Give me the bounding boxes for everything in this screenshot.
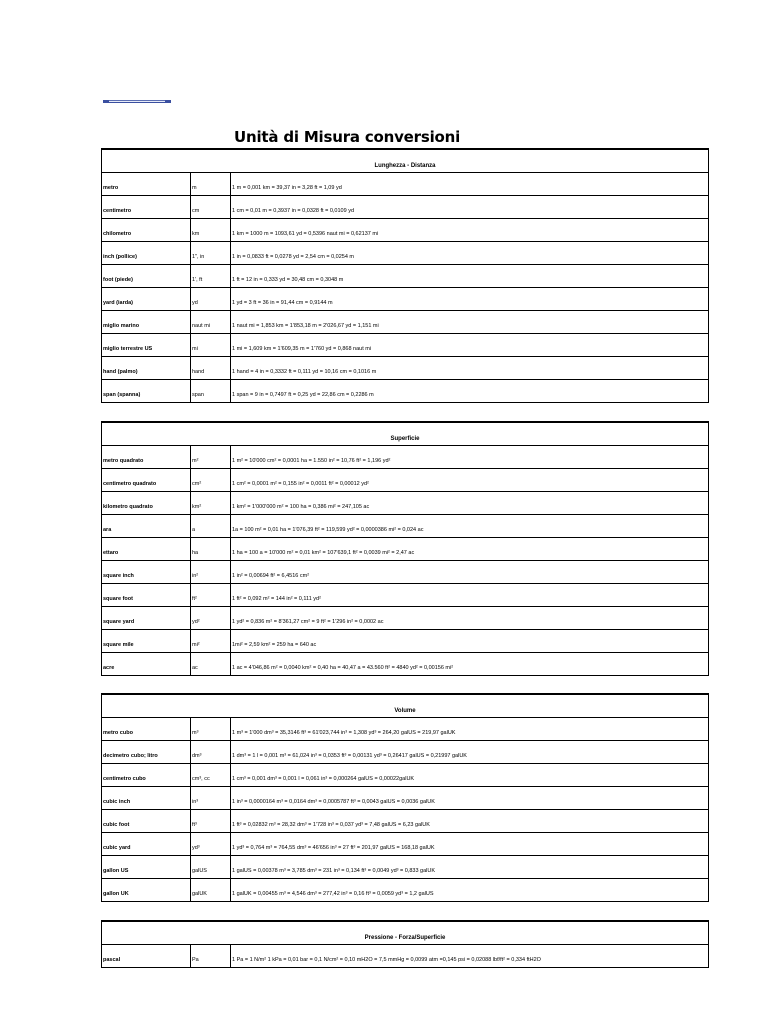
unit-conversion: 1mi² = 2,59 km² = 259 ha = 640 ac	[232, 642, 317, 648]
table-heading-label: Pressione - Forza/Superficie	[364, 935, 446, 941]
unit-conversion: 1 m² = 10'000 cm² = 0,0001 ha = 1.550 in² = 10,76 ft² = 1,196 yd²	[232, 458, 391, 464]
unit-symbol: cm³, cc	[191, 764, 231, 786]
unit-conversion: 1 cm = 0,01 m = 0,3937 in = 0,0328 ft = 0,0109 yd	[232, 208, 355, 214]
unit-symbol: dm³	[191, 741, 231, 763]
table-row	[102, 492, 708, 515]
unit-symbol: in³	[191, 787, 231, 809]
conversion-table	[101, 148, 709, 403]
table-heading	[102, 150, 708, 173]
unit-conversion: 1 span = 9 in = 0,7497 ft = 0,25 yd = 22,86 cm = 0,2286 m	[232, 392, 374, 398]
table-row	[102, 584, 708, 607]
unit-name: metro quadrato	[102, 446, 191, 468]
unit-name: cubic foot	[102, 810, 191, 832]
page-title: Unità di Misura conversioni	[234, 128, 461, 146]
table-row	[102, 288, 708, 311]
unit-name: centimetro quadrato	[102, 469, 191, 491]
unit-name: centimetro	[102, 196, 191, 218]
unit-symbol: 1', ft	[191, 265, 231, 287]
unit-symbol: mi	[191, 334, 231, 356]
unit-symbol: ha	[191, 538, 231, 560]
unit-name: miglio terrestre US	[102, 334, 191, 356]
unit-conversion: 1 hand = 4 in = 0,3332 ft = 0,111 yd = 10,16 cm = 0,1016 m	[232, 369, 377, 375]
unit-symbol: m³	[191, 718, 231, 740]
unit-name: cubic yard	[102, 833, 191, 855]
unit-conversion: 1 in² = 0,00694 ft² = 6,4516 cm²	[232, 573, 310, 579]
unit-conversion: 1 ac = 4'046,86 m² = 0,0040 km² = 0,40 ha = 40,47 a = 43.560 ft² = 4840 yd² = 0,00156 mi²	[232, 665, 454, 671]
unit-conversion: 1 galUS = 0,00378 m³ = 3,785 dm³ = 231 in³ = 0,134 ft³ = 0,0049 yd³ = 0,833 galUK	[232, 868, 436, 874]
unit-symbol: hand	[191, 357, 231, 379]
unit-symbol: yd	[191, 288, 231, 310]
unit-symbol: a	[191, 515, 231, 537]
table-row	[102, 630, 708, 653]
unit-conversion: 1 naut mi = 1,853 km = 1'853,18 m = 2'026,67 yd = 1,151 mi	[232, 323, 379, 329]
unit-conversion: 1 km = 1000 m = 1093,61 yd = 0,5396 naut mi = 0,62137 mi	[232, 231, 379, 237]
unit-symbol: naut mi	[191, 311, 231, 333]
unit-name: miglio marino	[102, 311, 191, 333]
unit-name: decimetro cubo; litro	[102, 741, 191, 763]
unit-symbol: yd³	[191, 833, 231, 855]
unit-conversion: 1 Pa = 1 N/m² 1 kPa = 0,01 bar = 0,1 N/cm² = 0,10 mH2O = 7,5 mmHg = 0,0099 atm =0,145 psi = 0,02088 lbf/ft² = 0,334 ftH2O	[232, 957, 541, 963]
table-row	[102, 538, 708, 561]
unit-symbol: in²	[191, 561, 231, 583]
table-row	[102, 380, 708, 402]
unit-name: cubic inch	[102, 787, 191, 809]
unit-symbol: m²	[191, 446, 231, 468]
unit-name: metro cubo	[102, 718, 191, 740]
logo	[103, 99, 171, 105]
table-row	[102, 311, 708, 334]
unit-symbol: span	[191, 380, 231, 402]
table-heading	[102, 922, 708, 945]
unit-conversion: 1 dm³ = 1 l = 0,001 m³ = 61,024 in³ = 0,0353 ft³ = 0,00131 yd³ = 0,26417 galUS = 0,21997 galUK	[232, 753, 467, 759]
unit-symbol: yd²	[191, 607, 231, 629]
unit-name: span (spanna)	[102, 380, 191, 402]
table-heading	[102, 695, 708, 718]
unit-symbol: cm	[191, 196, 231, 218]
unit-name: pascal	[102, 945, 191, 967]
table-row	[102, 945, 708, 967]
table-row	[102, 607, 708, 630]
unit-name: metro	[102, 173, 191, 195]
unit-symbol: 1", in	[191, 242, 231, 264]
unit-conversion: 1 cm² = 0,0001 m² = 0,155 in² = 0,0011 ft² = 0,00012 yd²	[232, 481, 369, 487]
unit-symbol: km	[191, 219, 231, 241]
table-row	[102, 741, 708, 764]
table-row	[102, 787, 708, 810]
unit-conversion: 1 yd = 3 ft = 36 in = 91,44 cm = 0,9144 m	[232, 300, 333, 306]
unit-conversion: 1 yd² = 0,836 m² = 8'361,27 cm² = 9 ft² = 1'296 in² = 0,0002 ac	[232, 619, 384, 625]
unit-symbol: galUK	[191, 879, 231, 901]
unit-name: gallon US	[102, 856, 191, 878]
unit-conversion: 1 galUK = 0,00455 m³ = 4,546 dm³ = 277,42 in³ = 0,16 ft³ = 0,0059 yd³ = 1,2 galUS	[232, 891, 434, 897]
unit-conversion: 1 ft² = 0,092 m² = 144 in² = 0,111 yd²	[232, 596, 321, 602]
table-row	[102, 856, 708, 879]
unit-conversion: 1 yd³ = 0,764 m³ = 764,55 dm³ = 46'656 in³ = 27 ft³ = 201,97 galUS = 168,18 galUK	[232, 845, 435, 851]
table-row	[102, 561, 708, 584]
unit-symbol: ft²	[191, 584, 231, 606]
unit-name: square mile	[102, 630, 191, 652]
table-row	[102, 469, 708, 492]
table-row	[102, 879, 708, 901]
unit-name: chilometro	[102, 219, 191, 241]
unit-name: yard (iarda)	[102, 288, 191, 310]
unit-conversion: 1 cm³ = 0,001 dm³ = 0,001 l = 0,061 in³ = 0,000264 galUS = 0,00022galUK	[232, 776, 415, 782]
table-row	[102, 515, 708, 538]
unit-conversion: 1 m = 0,001 km = 39,37 in = 3,28 ft = 1,09 yd	[232, 185, 342, 191]
unit-conversion: 1 in³ = 0,0000164 m³ = 0,0164 dm³ = 0,0005787 ft³ = 0,0043 galUS = 0,0036 galUK	[232, 799, 435, 805]
unit-name: acre	[102, 653, 191, 675]
unit-symbol: galUS	[191, 856, 231, 878]
unit-symbol: km²	[191, 492, 231, 514]
unit-conversion: 1 ha = 100 a = 10'000 m² = 0,01 km² = 107'639,1 ft² = 0,0039 mi² = 2,47 ac	[232, 550, 415, 556]
table-row	[102, 718, 708, 741]
unit-conversion: 1 ft³ = 0,02832 m³ = 28,32 dm³ = 1'728 in³ = 0,037 yd³ = 7,48 galUS = 6,23 galUK	[232, 822, 430, 828]
unit-conversion: 1 km² = 1'000'000 m² = 100 ha = 0,386 mi² = 247,105 ac	[232, 504, 370, 510]
conversion-table	[101, 693, 709, 902]
table-row	[102, 334, 708, 357]
unit-name: kilometro quadrato	[102, 492, 191, 514]
unit-name: ara	[102, 515, 191, 537]
table-row	[102, 173, 708, 196]
table-heading	[102, 423, 708, 446]
unit-name: square inch	[102, 561, 191, 583]
unit-name: gallon UK	[102, 879, 191, 901]
unit-name: foot (piede)	[102, 265, 191, 287]
unit-name: hand (palmo)	[102, 357, 191, 379]
unit-symbol: m	[191, 173, 231, 195]
unit-symbol: Pa	[191, 945, 231, 967]
table-row	[102, 653, 708, 675]
unit-symbol: ft³	[191, 810, 231, 832]
table-row	[102, 357, 708, 380]
unit-conversion: 1 m³ = 1'000 dm³ = 35,3146 ft³ = 61'023,744 in³ = 1,308 yd³ = 264,20 galUS = 219,97 galUK	[232, 730, 456, 736]
unit-symbol: mi²	[191, 630, 231, 652]
table-row	[102, 219, 708, 242]
unit-name: square yard	[102, 607, 191, 629]
unit-conversion: 1 ft = 12 in = 0,333 yd = 30,48 cm = 0,3048 m	[232, 277, 344, 283]
unit-conversion: 1 in = 0,0833 ft = 0,0278 yd = 2,54 cm = 0,0254 m	[232, 254, 355, 260]
unit-symbol: ac	[191, 653, 231, 675]
table-row	[102, 810, 708, 833]
table-row	[102, 242, 708, 265]
table-row	[102, 833, 708, 856]
table-heading-label: Volume	[394, 708, 416, 714]
table-heading-label: Superficie	[390, 436, 420, 442]
table-row	[102, 196, 708, 219]
unit-conversion: 1a = 100 m² = 0,01 ha = 1'076,39 ft² = 119,599 yd² = 0,0000386 mi² = 0,024 ac	[232, 527, 424, 533]
unit-name: square foot	[102, 584, 191, 606]
table-row	[102, 446, 708, 469]
table-heading-label: Lunghezza - Distanza	[374, 163, 436, 169]
unit-name: ettaro	[102, 538, 191, 560]
table-row	[102, 764, 708, 787]
unit-name: inch (pollice)	[102, 242, 191, 264]
conversion-table	[101, 421, 709, 676]
unit-symbol: cm²	[191, 469, 231, 491]
unit-name: centimetro cubo	[102, 764, 191, 786]
conversion-table	[101, 920, 709, 968]
unit-conversion: 1 mi = 1,609 km = 1'609,35 m = 1'760 yd = 0,868 naut mi	[232, 346, 372, 352]
table-row	[102, 265, 708, 288]
